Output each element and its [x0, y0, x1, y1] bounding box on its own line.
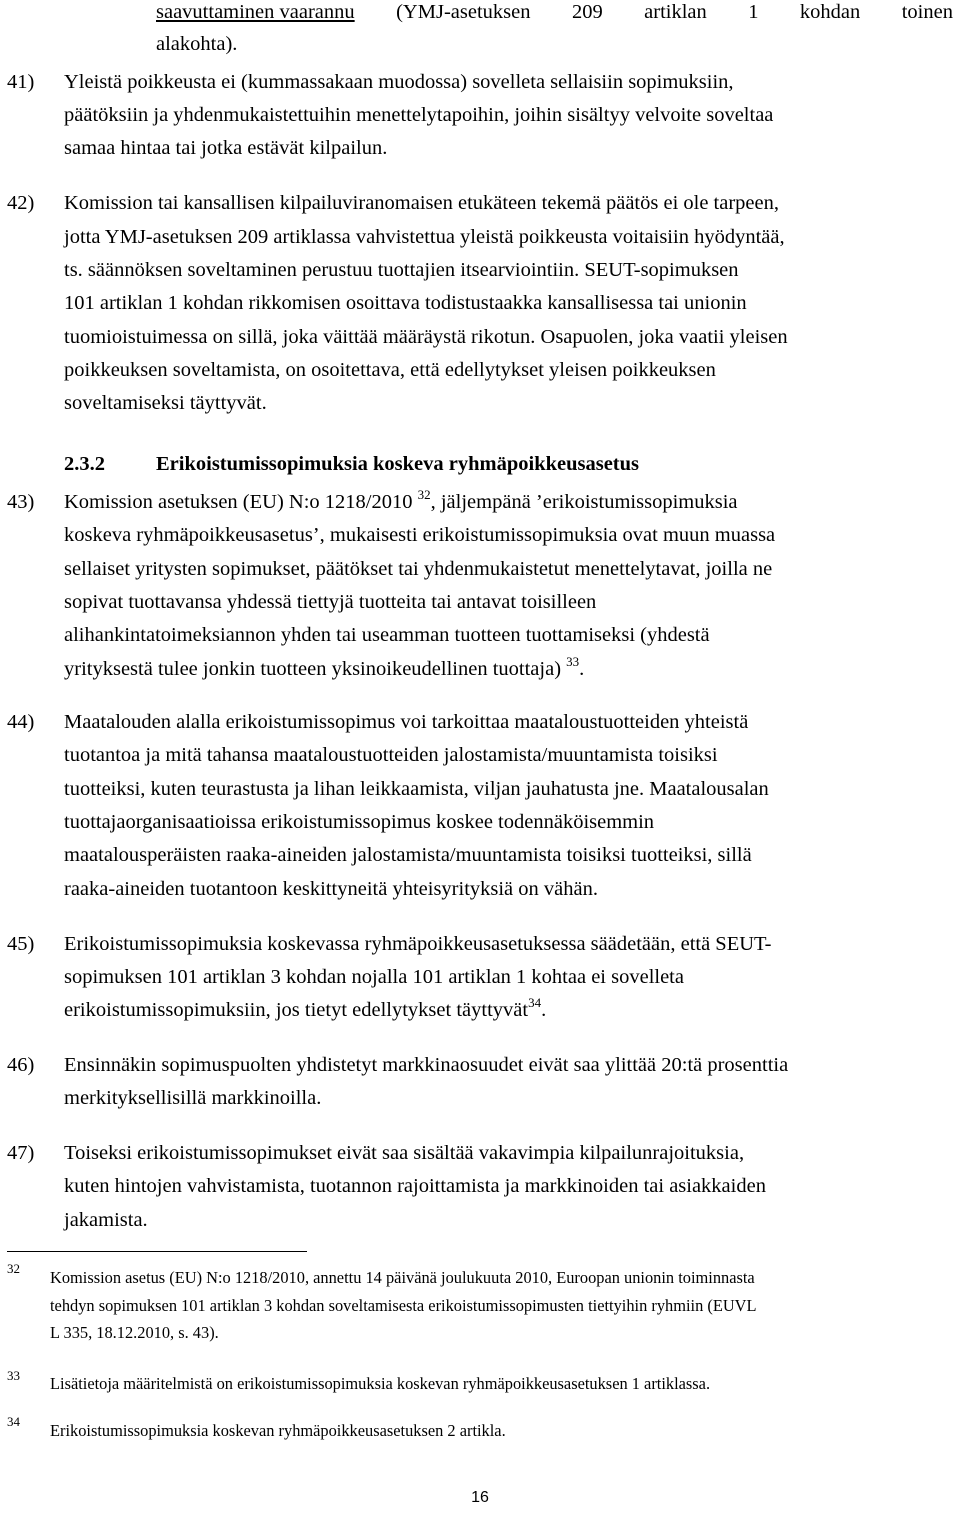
word: 209	[571, 1, 603, 23]
footnote-number: 34	[7, 1414, 20, 1429]
paragraph-number: 44)	[7, 711, 35, 733]
footnote-ref-34[interactable]: 34	[528, 995, 542, 1010]
paragraph-number: 42)	[7, 192, 35, 214]
paragraph-line: 101 artiklan 1 kohdan rikkomisen osoittava todistustaakka kansallisessa tai unionin	[64, 292, 747, 314]
paragraph-text: Komission asetuksen (EU) N:o 1218/2010	[64, 491, 413, 513]
paragraph-line: Ensinnäkin sopimuspuolten yhdistetyt markkinaosuudet eivät saa ylittää 20:tä prosenttia	[64, 1054, 789, 1076]
paragraph-line	[64, 995, 547, 1022]
word: 1	[748, 1, 759, 23]
paragraph-text: , jäljempänä ’erikoistumissopimuksia	[430, 491, 738, 513]
paragraph-line: sopimuksen 101 artiklan 3 kohdan nojalla 101 artiklan 1 kohtaa ei sovelleta	[64, 966, 684, 988]
section-title: Erikoistumissopimuksia koskeva ryhmäpoikkeusasetus	[156, 453, 640, 475]
paragraph-line: Yleistä poikkeusta ei (kummassakaan muodossa) sovelleta sellaisiin sopimuksiin,	[64, 71, 734, 93]
paragraph-line: tuomioistuimessa on sillä, joka väittää määräystä rikotun. Osapuolen, joka vaatii yleisen	[64, 326, 788, 348]
paragraph-line: alihankintatoimeksiannon yhden tai useamman tuotteen tuottamiseksi (yhdestä	[64, 624, 710, 646]
footnote-line: Lisätietoja määritelmistä on erikoistumissopimuksia koskevan ryhmäpoikkeusasetuksen 1 artiklassa.	[50, 1374, 711, 1393]
word: toinen	[901, 1, 953, 23]
paragraph-line: ts. säännöksen soveltaminen perustuu tuottajien itsearviointiin. SEUT-sopimuksen	[64, 259, 739, 281]
continuation-link[interactable]: saavuttaminen vaarannu	[156, 1, 355, 23]
paragraph-number: 45)	[7, 933, 35, 955]
paragraph-line: Maatalouden alalla erikoistumissopimus voi tarkoittaa maataloustuotteiden yhteistä	[64, 711, 749, 733]
footnote-line: tehdyn sopimuksen 101 artiklan 3 kohdan soveltamisesta erikoistumissopimusten tiettyihin ryhmiin (EUVL	[50, 1296, 757, 1315]
footnote-line: Komission asetus (EU) N:o 1218/2010, annettu 14 päivänä joulukuuta 2010, Euroopan unionin toiminnasta	[50, 1268, 755, 1287]
word: (YMJ-asetuksen	[396, 1, 531, 23]
paragraph-line: samaa hintaa tai jotka estävät kilpailun.	[64, 137, 388, 159]
paragraph-line	[64, 654, 585, 681]
paragraph-text: yrityksestä tulee jonkin tuotteen yksinoikeudellinen tuottaja)	[64, 658, 562, 680]
paragraph-number: 47)	[7, 1142, 35, 1164]
paragraph-line: merkityksellisillä markkinoilla.	[64, 1087, 322, 1109]
paragraph-line: tuotteiksi, kuten teurastusta ja lihan leikkaamista, viljan jauhatusta jne. Maatalousalan	[64, 778, 769, 800]
footnote-separator	[7, 1251, 307, 1252]
paragraph-line: päätöksiin ja yhdenmukaistettuihin menettelytapoihin, joihin sisältyy velvoite soveltaa	[64, 104, 774, 126]
footnote-line: Erikoistumissopimuksia koskevan ryhmäpoikkeusasetuksen 2 artikla.	[50, 1421, 506, 1440]
footnote-number: 32	[7, 1261, 20, 1276]
paragraph-line	[64, 487, 738, 514]
footnote-ref-32[interactable]: 32	[417, 487, 431, 502]
footnote-number: 33	[7, 1368, 20, 1383]
paragraph-line: Toiseksi erikoistumissopimukset eivät saa sisältää vakavimpia kilpailunrajoituksia,	[64, 1142, 745, 1164]
paragraph-line: koskeva ryhmäpoikkeusasetus’, mukaisesti erikoistumissopimuksia ovat muun muassa	[64, 524, 776, 546]
word: kohdan	[799, 1, 861, 23]
paragraph-line: poikkeuksen soveltamista, on osoitettava, että edellytykset yleisen poikkeuksen	[64, 359, 716, 381]
paragraph-line: kuten hintojen vahvistamista, tuotannon rajoittamista ja markkinoiden tai asiakkaiden	[64, 1175, 766, 1197]
continuation-line-2: alakohta).	[156, 33, 238, 55]
paragraph-number: 43)	[7, 491, 35, 513]
paragraph-line: raaka-aineiden tuotantoon keskittyneitä yhteisyrityksiä on vähän.	[64, 878, 598, 900]
page-number: 16	[471, 1489, 489, 1506]
paragraph-text: .	[579, 658, 585, 680]
paragraph-line: jakamista.	[64, 1209, 148, 1231]
paragraph-line: Komission tai kansallisen kilpailuviranomaisen etukäteen tekemä päätös ei ole tarpeen,	[64, 192, 779, 214]
paragraph-line: soveltamiseksi täyttyvät.	[64, 392, 267, 414]
paragraph-number: 46)	[7, 1054, 35, 1076]
paragraph-line: jotta YMJ-asetuksen 209 artiklassa vahvistettua yleistä poikkeusta voitaisiin hyödyntää,	[64, 226, 785, 248]
paragraph-line: sopivat tuottavansa yhdessä tiettyjä tuotteita tai antavat toisilleen	[64, 591, 597, 613]
paragraph-line: maatalousperäisten raaka-aineiden jalostamista/muuntamista toisiksi tuotteiksi, sillä	[64, 844, 752, 866]
paragraph-line: tuottajaorganisaatioissa erikoistumissopimus koskee todennäköisemmin	[64, 811, 655, 833]
paragraph-number: 41)	[7, 71, 35, 93]
section-number: 2.3.2	[64, 453, 105, 475]
paragraph-line: sellaiset yritysten sopimukset, päätökset tai yhdenmukaistetut menettelytavat, joilla ne	[64, 558, 773, 580]
footnote-line: L 335, 18.12.2010, s. 43).	[50, 1323, 219, 1342]
footnote-ref-33[interactable]: 33	[566, 654, 580, 669]
paragraph-text: erikoistumissopimuksiin, jos tietyt edellytykset täyttyvät	[64, 999, 529, 1021]
continuation-line-1	[156, 0, 953, 24]
word: artiklan	[644, 1, 707, 23]
paragraph-line: tuotantoa ja mitä tahansa maataloustuotteiden jalostamista/muuntamista toisiksi	[64, 744, 718, 766]
paragraph-text: .	[541, 999, 547, 1021]
paragraph-line: Erikoistumissopimuksia koskevassa ryhmäpoikkeusasetuksessa säädetään, että SEUT-	[64, 933, 772, 955]
